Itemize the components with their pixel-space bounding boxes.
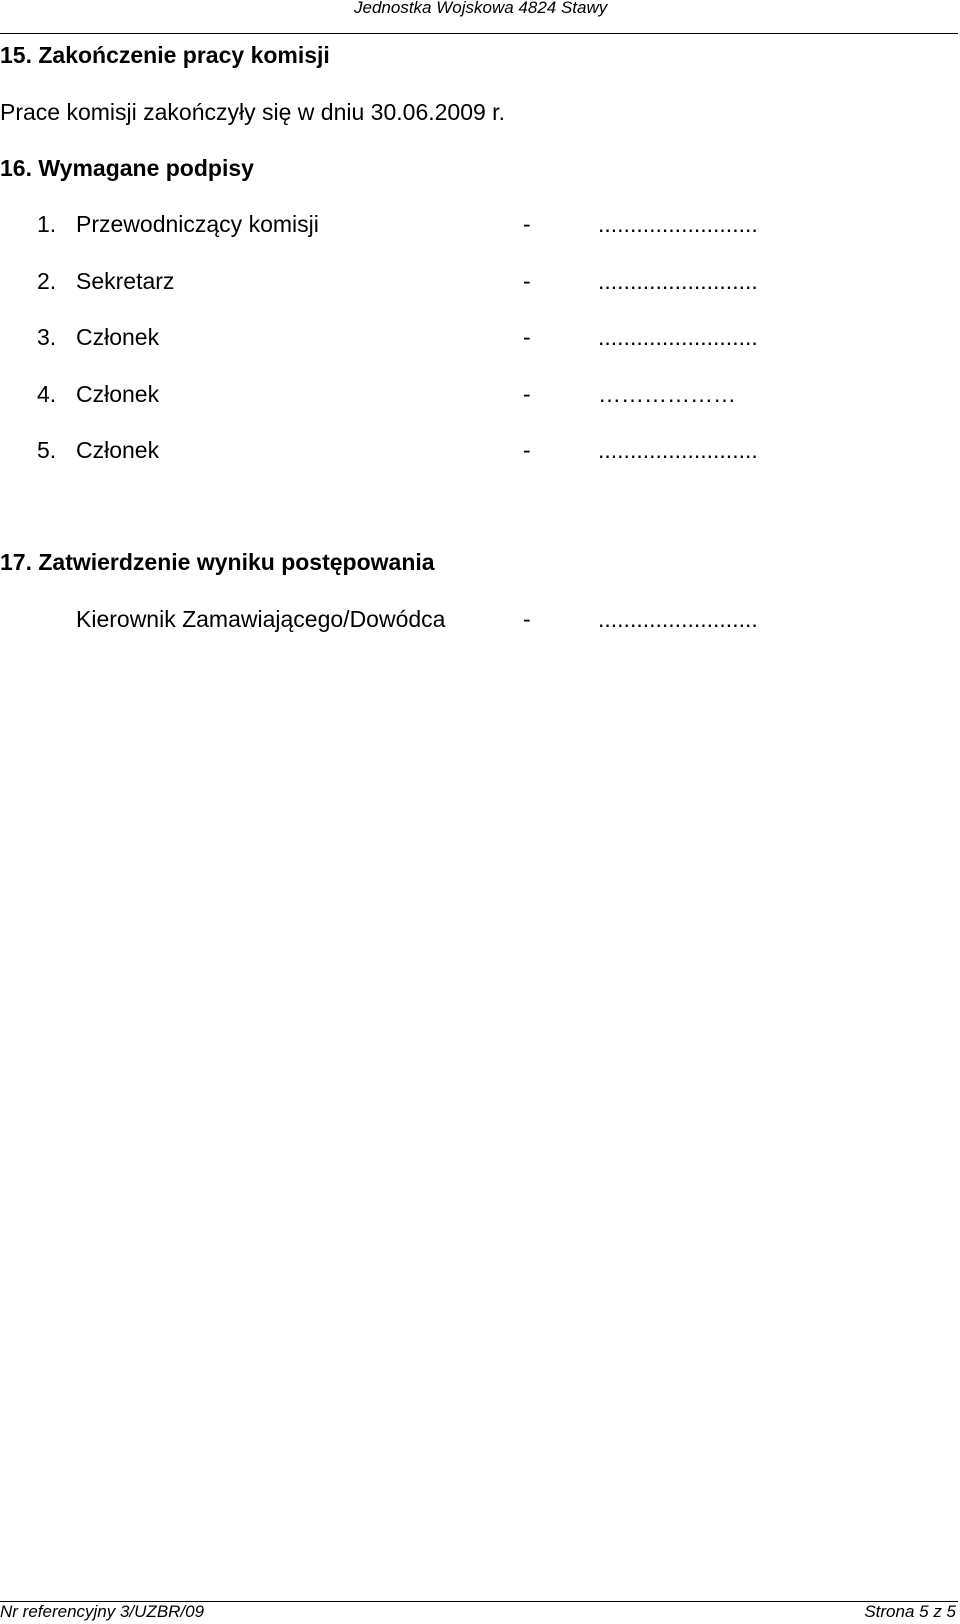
- footer-reference-number: Nr referencyjny 3/UZBR/09: [0, 1602, 205, 1621]
- signature-line: .........................: [598, 268, 758, 294]
- signature-row-label: Członek: [76, 437, 160, 463]
- section-17-heading: 17. Zatwierdzenie wyniku postępowania: [0, 549, 435, 575]
- signature-row-number: 3.: [37, 324, 57, 350]
- signature-line: ………………: [598, 381, 736, 407]
- signature-row-number: 2.: [37, 268, 57, 294]
- page-header-unit: Jednostka Wojskowa 4824 Stawy: [354, 0, 608, 17]
- signature-row: [0, 324, 800, 354]
- footer-page-number: Strona 5 z 5: [864, 1602, 956, 1621]
- signature-row-label: Przewodniczący komisji: [76, 211, 319, 237]
- signature-row-dash: -: [523, 437, 531, 463]
- signature-row-number: 5.: [37, 437, 57, 463]
- signature-row-label: Członek: [76, 381, 160, 407]
- approval-signature-row: [0, 606, 800, 636]
- signature-row-dash: -: [523, 211, 531, 237]
- signature-row: [0, 381, 800, 411]
- section-15-heading: 15. Zakończenie pracy komisji: [0, 42, 330, 68]
- approval-signature-dash: -: [523, 606, 531, 632]
- section-15-text: Prace komisji zakończyły się w dniu 30.06.2009 r.: [0, 99, 505, 125]
- signature-line: .........................: [598, 437, 758, 463]
- header-divider: [0, 33, 958, 34]
- approval-signature-line: .........................: [598, 606, 758, 632]
- approval-signature-label: Kierownik Zamawiającego/Dowódca: [76, 606, 446, 632]
- signature-row-dash: -: [523, 268, 531, 294]
- signature-row-label: Sekretarz: [76, 268, 175, 294]
- section-16-heading: 16. Wymagane podpisy: [0, 155, 254, 181]
- signature-row-label: Członek: [76, 324, 160, 350]
- signature-row: [0, 211, 800, 241]
- signature-row: [0, 437, 800, 467]
- signature-row-dash: -: [523, 324, 531, 350]
- signature-line: .........................: [598, 211, 758, 237]
- signature-row-number: 4.: [37, 381, 57, 407]
- signature-row-number: 1.: [37, 211, 57, 237]
- signature-line: .........................: [598, 324, 758, 350]
- signature-row: [0, 268, 800, 298]
- signature-row-dash: -: [523, 381, 531, 407]
